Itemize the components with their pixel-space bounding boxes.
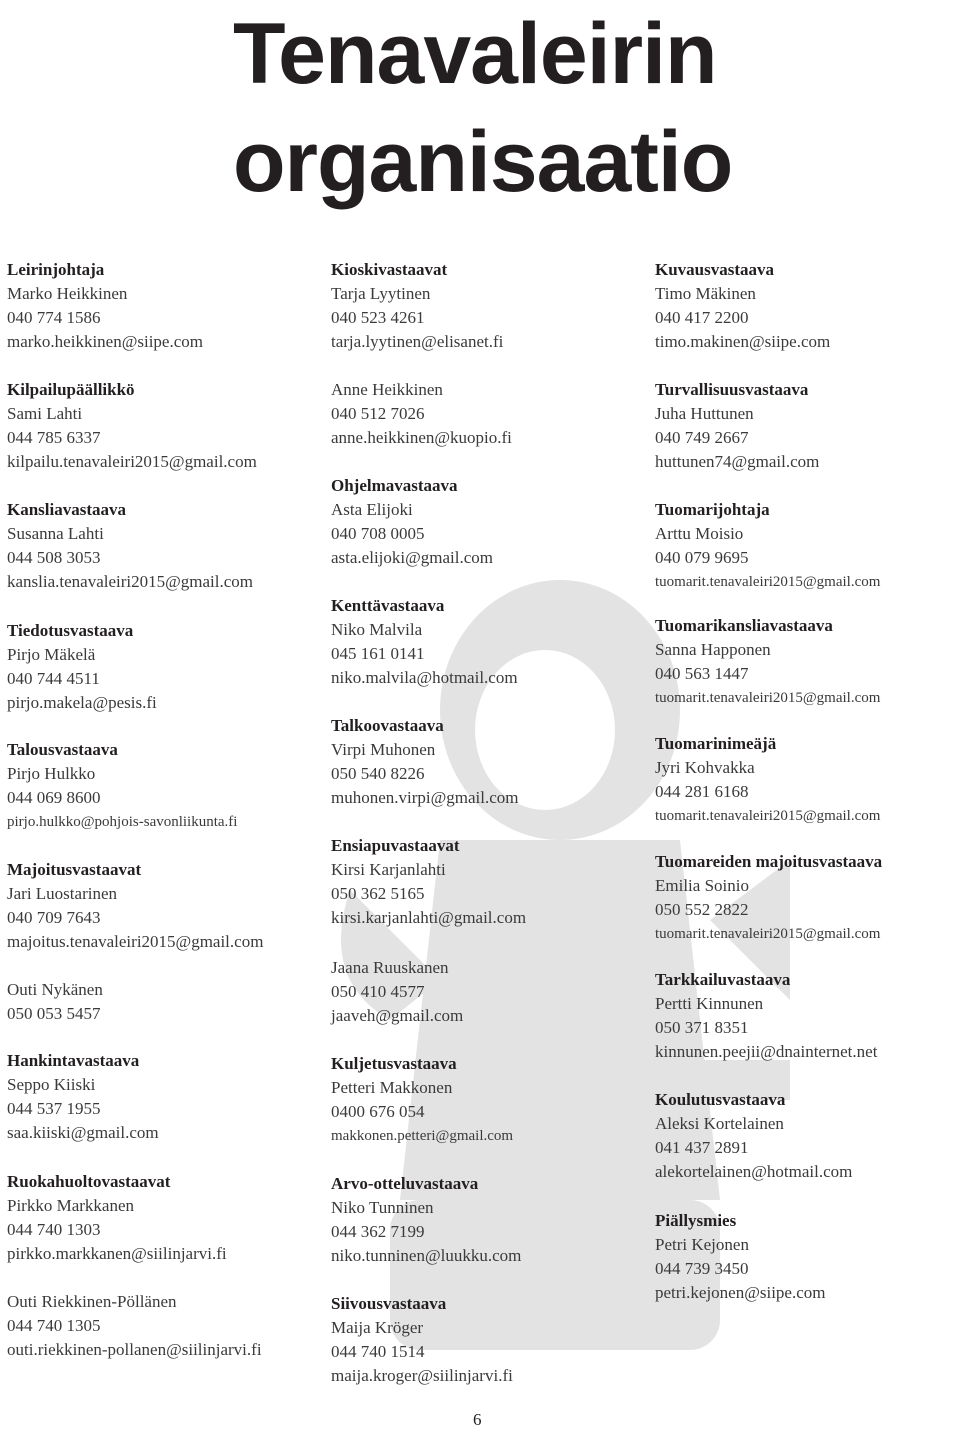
contact-phone: 050 362 5165 bbox=[331, 884, 425, 903]
contact-email: niko.malvila@hotmail.com bbox=[331, 668, 518, 687]
contact-email: tuomarit.tenavaleiri2015@gmail.com bbox=[655, 808, 881, 824]
contact-phone: 044 362 7199 bbox=[331, 1222, 425, 1241]
role-heading: Tarkkailuvastaava bbox=[655, 970, 791, 989]
role-heading: Leirinjohtaja bbox=[7, 260, 105, 279]
contact-email: majoitus.tenavaleiri2015@gmail.com bbox=[7, 932, 264, 951]
contact-email: kanslia.tenavaleiri2015@gmail.com bbox=[7, 572, 254, 591]
contact-name: Maija Kröger bbox=[331, 1318, 424, 1337]
contact-phone: 040 744 4511 bbox=[7, 669, 100, 688]
contact-phone: 040 079 9695 bbox=[655, 548, 749, 567]
role-heading: Tuomarijohtaja bbox=[655, 500, 770, 519]
contact-name: Niko Tunninen bbox=[331, 1198, 434, 1217]
contact-email: saa.kiiski@gmail.com bbox=[7, 1123, 159, 1142]
contact-phone: 040 417 2200 bbox=[655, 308, 749, 327]
contact-entry bbox=[7, 858, 263, 954]
role-heading: Tuomareiden majoitusvastaava bbox=[655, 852, 883, 871]
role-heading: Piällysmies bbox=[655, 1211, 737, 1230]
contact-entry bbox=[331, 594, 518, 690]
contact-email: tuomarit.tenavaleiri2015@gmail.com bbox=[655, 690, 881, 706]
role-heading: Siivousvastaava bbox=[331, 1294, 447, 1313]
contact-phone: 044 739 3450 bbox=[655, 1259, 749, 1278]
contact-phone: 044 508 3053 bbox=[7, 548, 101, 567]
contact-entry bbox=[655, 850, 882, 946]
contact-entry bbox=[655, 498, 880, 594]
contact-email: tuomarit.tenavaleiri2015@gmail.com bbox=[655, 574, 881, 590]
contact-name: Aleksi Kortelainen bbox=[655, 1114, 784, 1133]
contact-email: pirkko.markkanen@siilinjarvi.fi bbox=[7, 1244, 227, 1263]
contact-phone: 044 740 1514 bbox=[331, 1342, 425, 1361]
contact-email: timo.makinen@siipe.com bbox=[655, 332, 831, 351]
contact-phone: 044 740 1303 bbox=[7, 1220, 101, 1239]
contact-email: kirsi.karjanlahti@gmail.com bbox=[331, 908, 527, 927]
contact-phone: 041 437 2891 bbox=[655, 1138, 749, 1157]
role-heading: Arvo-otteluvastaava bbox=[331, 1174, 479, 1193]
contact-entry bbox=[331, 378, 512, 450]
contact-name: Jyri Kohvakka bbox=[655, 758, 755, 777]
contact-entry bbox=[331, 258, 503, 354]
contact-email: pirjo.makela@pesis.fi bbox=[7, 693, 157, 712]
contact-email: kilpailu.tenavaleiri2015@gmail.com bbox=[7, 452, 257, 471]
contact-entry bbox=[655, 1209, 826, 1305]
page-title-line-2: organisaatio bbox=[233, 114, 733, 210]
contact-email: tarja.lyytinen@elisanet.fi bbox=[331, 332, 504, 351]
contact-name: Niko Malvila bbox=[331, 620, 423, 639]
role-heading: Talkoovastaava bbox=[331, 716, 444, 735]
contact-entry bbox=[7, 1290, 262, 1362]
role-heading: Hankintavastaava bbox=[7, 1051, 140, 1070]
contact-entry bbox=[655, 968, 877, 1064]
contact-name: Jaana Ruuskanen bbox=[331, 958, 449, 977]
contact-phone: 040 563 1447 bbox=[655, 664, 749, 683]
contact-entry bbox=[331, 1172, 521, 1268]
role-heading: Kuvausvastaava bbox=[655, 260, 775, 279]
role-heading: Kenttävastaava bbox=[331, 596, 445, 615]
contact-email: jaaveh@gmail.com bbox=[331, 1006, 464, 1025]
contact-entry bbox=[7, 258, 203, 354]
role-heading: Ohjelmavastaava bbox=[331, 476, 458, 495]
contact-entry bbox=[7, 1170, 227, 1266]
contact-name: Kirsi Karjanlahti bbox=[331, 860, 446, 879]
contact-phone: 040 749 2667 bbox=[655, 428, 749, 447]
contact-phone: 044 281 6168 bbox=[655, 782, 749, 801]
contact-entry bbox=[331, 1052, 513, 1148]
role-heading: Ruokahuoltovastaavat bbox=[7, 1172, 171, 1191]
contact-entry bbox=[331, 956, 463, 1028]
contact-email: asta.elijoki@gmail.com bbox=[331, 548, 494, 567]
contact-name: Pirjo Hulkko bbox=[7, 764, 96, 783]
contact-name: Emilia Soinio bbox=[655, 876, 749, 895]
contact-entry bbox=[331, 834, 526, 930]
contact-phone: 040 523 4261 bbox=[331, 308, 425, 327]
contact-phone: 050 552 2822 bbox=[655, 900, 749, 919]
contact-name: Sanna Happonen bbox=[655, 640, 771, 659]
contact-name: Juha Huttunen bbox=[655, 404, 754, 423]
page-number: 6 bbox=[473, 1410, 482, 1429]
contact-name: Seppo Kiiski bbox=[7, 1075, 96, 1094]
contact-name: Susanna Lahti bbox=[7, 524, 104, 543]
contact-entry bbox=[331, 714, 519, 810]
role-heading: Koulutusvastaava bbox=[655, 1090, 786, 1109]
contact-entry bbox=[331, 474, 493, 570]
contact-phone: 044 069 8600 bbox=[7, 788, 101, 807]
contact-name: Asta Elijoki bbox=[331, 500, 413, 519]
role-heading: Kilpailupäällikkö bbox=[7, 380, 135, 399]
contact-name: Pirkko Markkanen bbox=[7, 1196, 135, 1215]
contact-entry bbox=[7, 378, 257, 474]
contact-phone: 040 512 7026 bbox=[331, 404, 425, 423]
contact-email: huttunen74@gmail.com bbox=[655, 452, 820, 471]
contact-name: Timo Mäkinen bbox=[655, 284, 756, 303]
contact-email: alekortelainen@hotmail.com bbox=[655, 1162, 853, 1181]
contact-email: pirjo.hulkko@pohjois-savonliikunta.fi bbox=[7, 814, 238, 830]
contact-name: Sami Lahti bbox=[7, 404, 83, 423]
contact-name: Petteri Makkonen bbox=[331, 1078, 453, 1097]
contact-name: Outi Riekkinen-Pöllänen bbox=[7, 1292, 177, 1311]
contact-name: Petri Kejonen bbox=[655, 1235, 749, 1254]
contact-email: marko.heikkinen@siipe.com bbox=[7, 332, 203, 351]
contact-entry bbox=[7, 619, 157, 715]
contact-email: outi.riekkinen-pollanen@siilinjarvi.fi bbox=[7, 1340, 262, 1359]
contact-name: Virpi Muhonen bbox=[331, 740, 436, 759]
contact-phone: 050 371 8351 bbox=[655, 1018, 749, 1037]
role-heading: Kuljetusvastaava bbox=[331, 1054, 457, 1073]
contact-phone: 0400 676 054 bbox=[331, 1102, 425, 1121]
contact-entry bbox=[7, 738, 237, 834]
role-heading: Tuomarinimeäjä bbox=[655, 734, 777, 753]
contact-entry bbox=[7, 498, 253, 594]
contact-phone: 040 774 1586 bbox=[7, 308, 101, 327]
contact-name: Tarja Lyytinen bbox=[331, 284, 431, 303]
contact-phone: 044 785 6337 bbox=[7, 428, 101, 447]
contact-entry bbox=[7, 978, 103, 1026]
contact-entry bbox=[331, 1292, 513, 1388]
contact-email: muhonen.virpi@gmail.com bbox=[331, 788, 519, 807]
contact-entry bbox=[655, 258, 830, 354]
contact-entry bbox=[7, 1049, 159, 1145]
role-heading: Turvallisuusvastaava bbox=[655, 380, 809, 399]
contact-entry bbox=[655, 732, 880, 828]
contact-email: makkonen.petteri@gmail.com bbox=[331, 1128, 514, 1144]
contact-email: kinnunen.peejii@dnainternet.net bbox=[655, 1042, 878, 1061]
contact-entry bbox=[655, 1088, 852, 1184]
role-heading: Tuomarikansliavastaava bbox=[655, 616, 833, 635]
contact-name: Pertti Kinnunen bbox=[655, 994, 764, 1013]
contact-email: tuomarit.tenavaleiri2015@gmail.com bbox=[655, 926, 881, 942]
contact-email: anne.heikkinen@kuopio.fi bbox=[331, 428, 512, 447]
contact-phone: 040 709 7643 bbox=[7, 908, 101, 927]
contact-phone: 044 537 1955 bbox=[7, 1099, 101, 1118]
contact-phone: 045 161 0141 bbox=[331, 644, 425, 663]
contact-phone: 044 740 1305 bbox=[7, 1316, 101, 1335]
contact-name: Marko Heikkinen bbox=[7, 284, 128, 303]
role-heading: Tiedotusvastaava bbox=[7, 621, 134, 640]
contact-name: Arttu Moisio bbox=[655, 524, 744, 543]
contact-phone: 040 708 0005 bbox=[331, 524, 425, 543]
role-heading: Talousvastaava bbox=[7, 740, 118, 759]
role-heading: Majoitusvastaavat bbox=[7, 860, 142, 879]
contact-name: Jari Luostarinen bbox=[7, 884, 117, 903]
role-heading: Kioskivastaavat bbox=[331, 260, 448, 279]
contact-email: petri.kejonen@siipe.com bbox=[655, 1283, 826, 1302]
contact-entry bbox=[655, 378, 819, 474]
contact-phone: 050 053 5457 bbox=[7, 1004, 101, 1023]
contact-name: Anne Heikkinen bbox=[331, 380, 443, 399]
contact-email: maija.kroger@siilinjarvi.fi bbox=[331, 1366, 513, 1385]
contact-entry bbox=[655, 614, 880, 710]
contact-phone: 050 410 4577 bbox=[331, 982, 425, 1001]
role-heading: Kansliavastaava bbox=[7, 500, 127, 519]
contact-name: Pirjo Mäkelä bbox=[7, 645, 96, 664]
page-title-line-1: Tenavaleirin bbox=[233, 6, 717, 102]
contact-name: Outi Nykänen bbox=[7, 980, 103, 999]
page-title bbox=[233, 0, 732, 216]
contact-phone: 050 540 8226 bbox=[331, 764, 425, 783]
contact-email: niko.tunninen@luukku.com bbox=[331, 1246, 522, 1265]
role-heading: Ensiapuvastaavat bbox=[331, 836, 460, 855]
